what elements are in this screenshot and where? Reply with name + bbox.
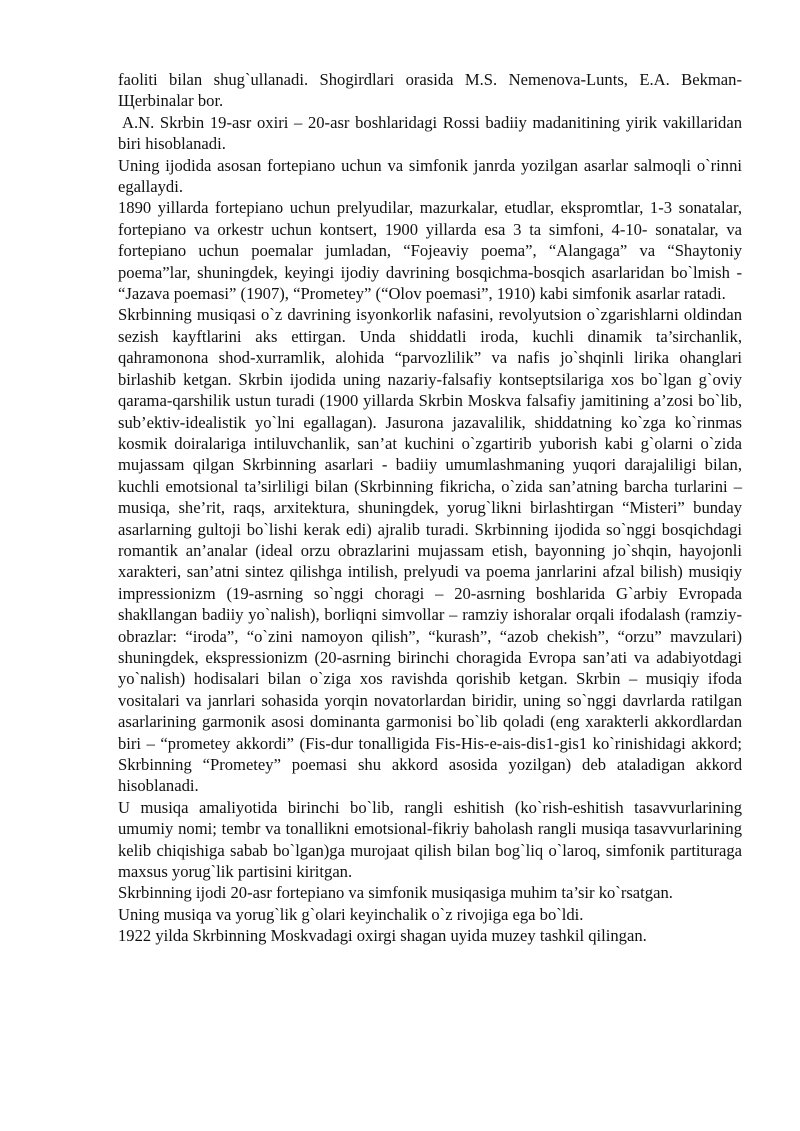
paragraph-main-genres: Uning ijodida asosan fortepiano uchun va simfonik janrda yozilgan asarlar salmoqli o`rinni egallaydi. bbox=[118, 155, 742, 197]
paragraph-museum: 1922 yilda Skrbinning Moskvadagi oxirgi shagan uyida muzey tashkil qilingan. bbox=[118, 926, 647, 946]
paragraph-light-ideas: Uning musiqa va yorug`lik g`olari keyinchalik o`z rivojiga ega bo`ldi. bbox=[118, 904, 584, 924]
document-page bbox=[118, 69, 742, 947]
paragraph-color-hearing: U musiqa amaliyotida birinchi bo`lib, rangli eshitish (ko`rish-eshitish tasavvurlarining umumiy nomi; tembr va tonallikni emotsional-fikriy baholash rangli musiqa tasavvurlarining kelib chiqishiga sabab bo`lgan)ga murojaat qilish bilan bog`liq o`laroq, simfonik partituraga maxsus yorug`lik partisini kiritgan. bbox=[118, 797, 742, 882]
paragraph-works-list: 1890 yillarda fortepiano uchun prelyudilar, mazurkalar, etudlar, ekspromtlar, 1-3 sonatalar, fortepiano va orkestr uchun kontsert, 1900 yillarda esa 3 ta simfoni, 4-10- sonatalar, va fortepiano uchun poemalar jumladan, “Fojeaviy poema”, “Alangaga” va “Shaytoniy poema”lar, shuningdek, keyingi ijodiy davrining bosqichma-bosqich asarlaridan bo`lmish - “Jazava poemasi” (1907), “Prometey” (“Olov poemasi”, 1910) kabi simfonik asarlar ratadi. bbox=[118, 198, 742, 304]
paragraph-students: faoliti bilan shug`ullanadi. Shogirdlari orasida M.S. Nemenova-Lunts, E.A. Bekman-Щerbinalar bor. bbox=[118, 70, 742, 111]
paragraph-skrbin-intro: A.N. Skrbin 19-asr oxiri – 20-asr boshlaridagi Rossi badiiy madanitining yirik vakillaridan biri hisoblanadi. bbox=[118, 112, 742, 154]
paragraph-music-character: Skrbinning musiqasi o`z davrining isyonkorlik nafasini, revolyutsion o`zgarishlarni oldindan sezish kayftlarini aks ettirgan. Unda shiddatli iroda, kuchli dinamik ta’sirchanlik, qahramonona shod-xurramlik, alohida “parvozlilik” va nafis jo`shqinli lirika ohanglari birlashib ketgan. Skrbin ijodida uning nazariy-falsafiy kontseptsilariga xos bo`lgan g`oviy qarama-qarshilik ustun turadi (1900 yillarda Skrbin Moskva falsafiy jamitining a’zosi bo`lib, sub’ektiv-idealistik yo`lni egallagan). Jasurona jazavalilik, shiddatning ko`zga ko`rinmas kosmik doiralariga intiluvchanlik, san’at kuchini o`zgartirib yuborish kabi g`olarni o`zida mujassam qilgan Skrbinning asarlari - badiiy umumlashmaning yuqori darajaliligi bilan, kuchli emotsional ta’sirliligi bilan (Skrbinning fikricha, o`zida san’atning barcha turlarini – musiqa, she’rit, raqs, arxitektura, shuningdek, yorug`likni birlashtirgan “Misteri” bunday asarlarning gultoji bo`lishi kerak edi) ajralib turadi. Skrbinning ijodida so`nggi bosqichdagi romantik an’analar (ideal orzu obrazlarini mujassam etish, bayonning jo`shqin, hayojonli xarakteri, san’atni sintez qilishga intilish, prelyudi va poema janrlarini afzal bilish) musiqiy impressionizm (19-asrning so`nggi choragi – 20-asrning boshlarida G`arbiy Evropada shakllangan badiiy yo`nalish), borliqni simvollar – ramziy ishoralar orqali ifodalash (ramziy-obrazlar: “iroda”, “o`zini namoyon qilish”, “kurash”, “azob chekish”, “orzu” mavzulari) shuningdek, ekspressionizm (20-asrning birinchi choragida Evropa san’ati va adabiyotdagi yo`nalish) hodisalari bilan o`ziga xos ravishda qorishib ketgan. Skrbin – musiqiy ifoda vositalari va janrlari sohasida yorqin novatorlardan biridir, uning so`nggi davrlarda ratilgan asarlarining garmonik asosi dominanta garmonisi bo`lib qoladi (eng xarakterli akkordlardan biri – “prometey akkordi” (Fis-dur tonalligida Fis-His-e-ais-dis1-gis1 ko`rinishidagi akkord; Skrbinning “Prometey” poemasi shu akkord asosida yozilgan) deb ataladigan akkord hisoblanadi. bbox=[118, 305, 742, 796]
paragraph-influence: Skrbinning ijodi 20-asr fortepiano va simfonik musiqasiga muhim ta’sir ko`rsatgan. bbox=[118, 883, 673, 903]
